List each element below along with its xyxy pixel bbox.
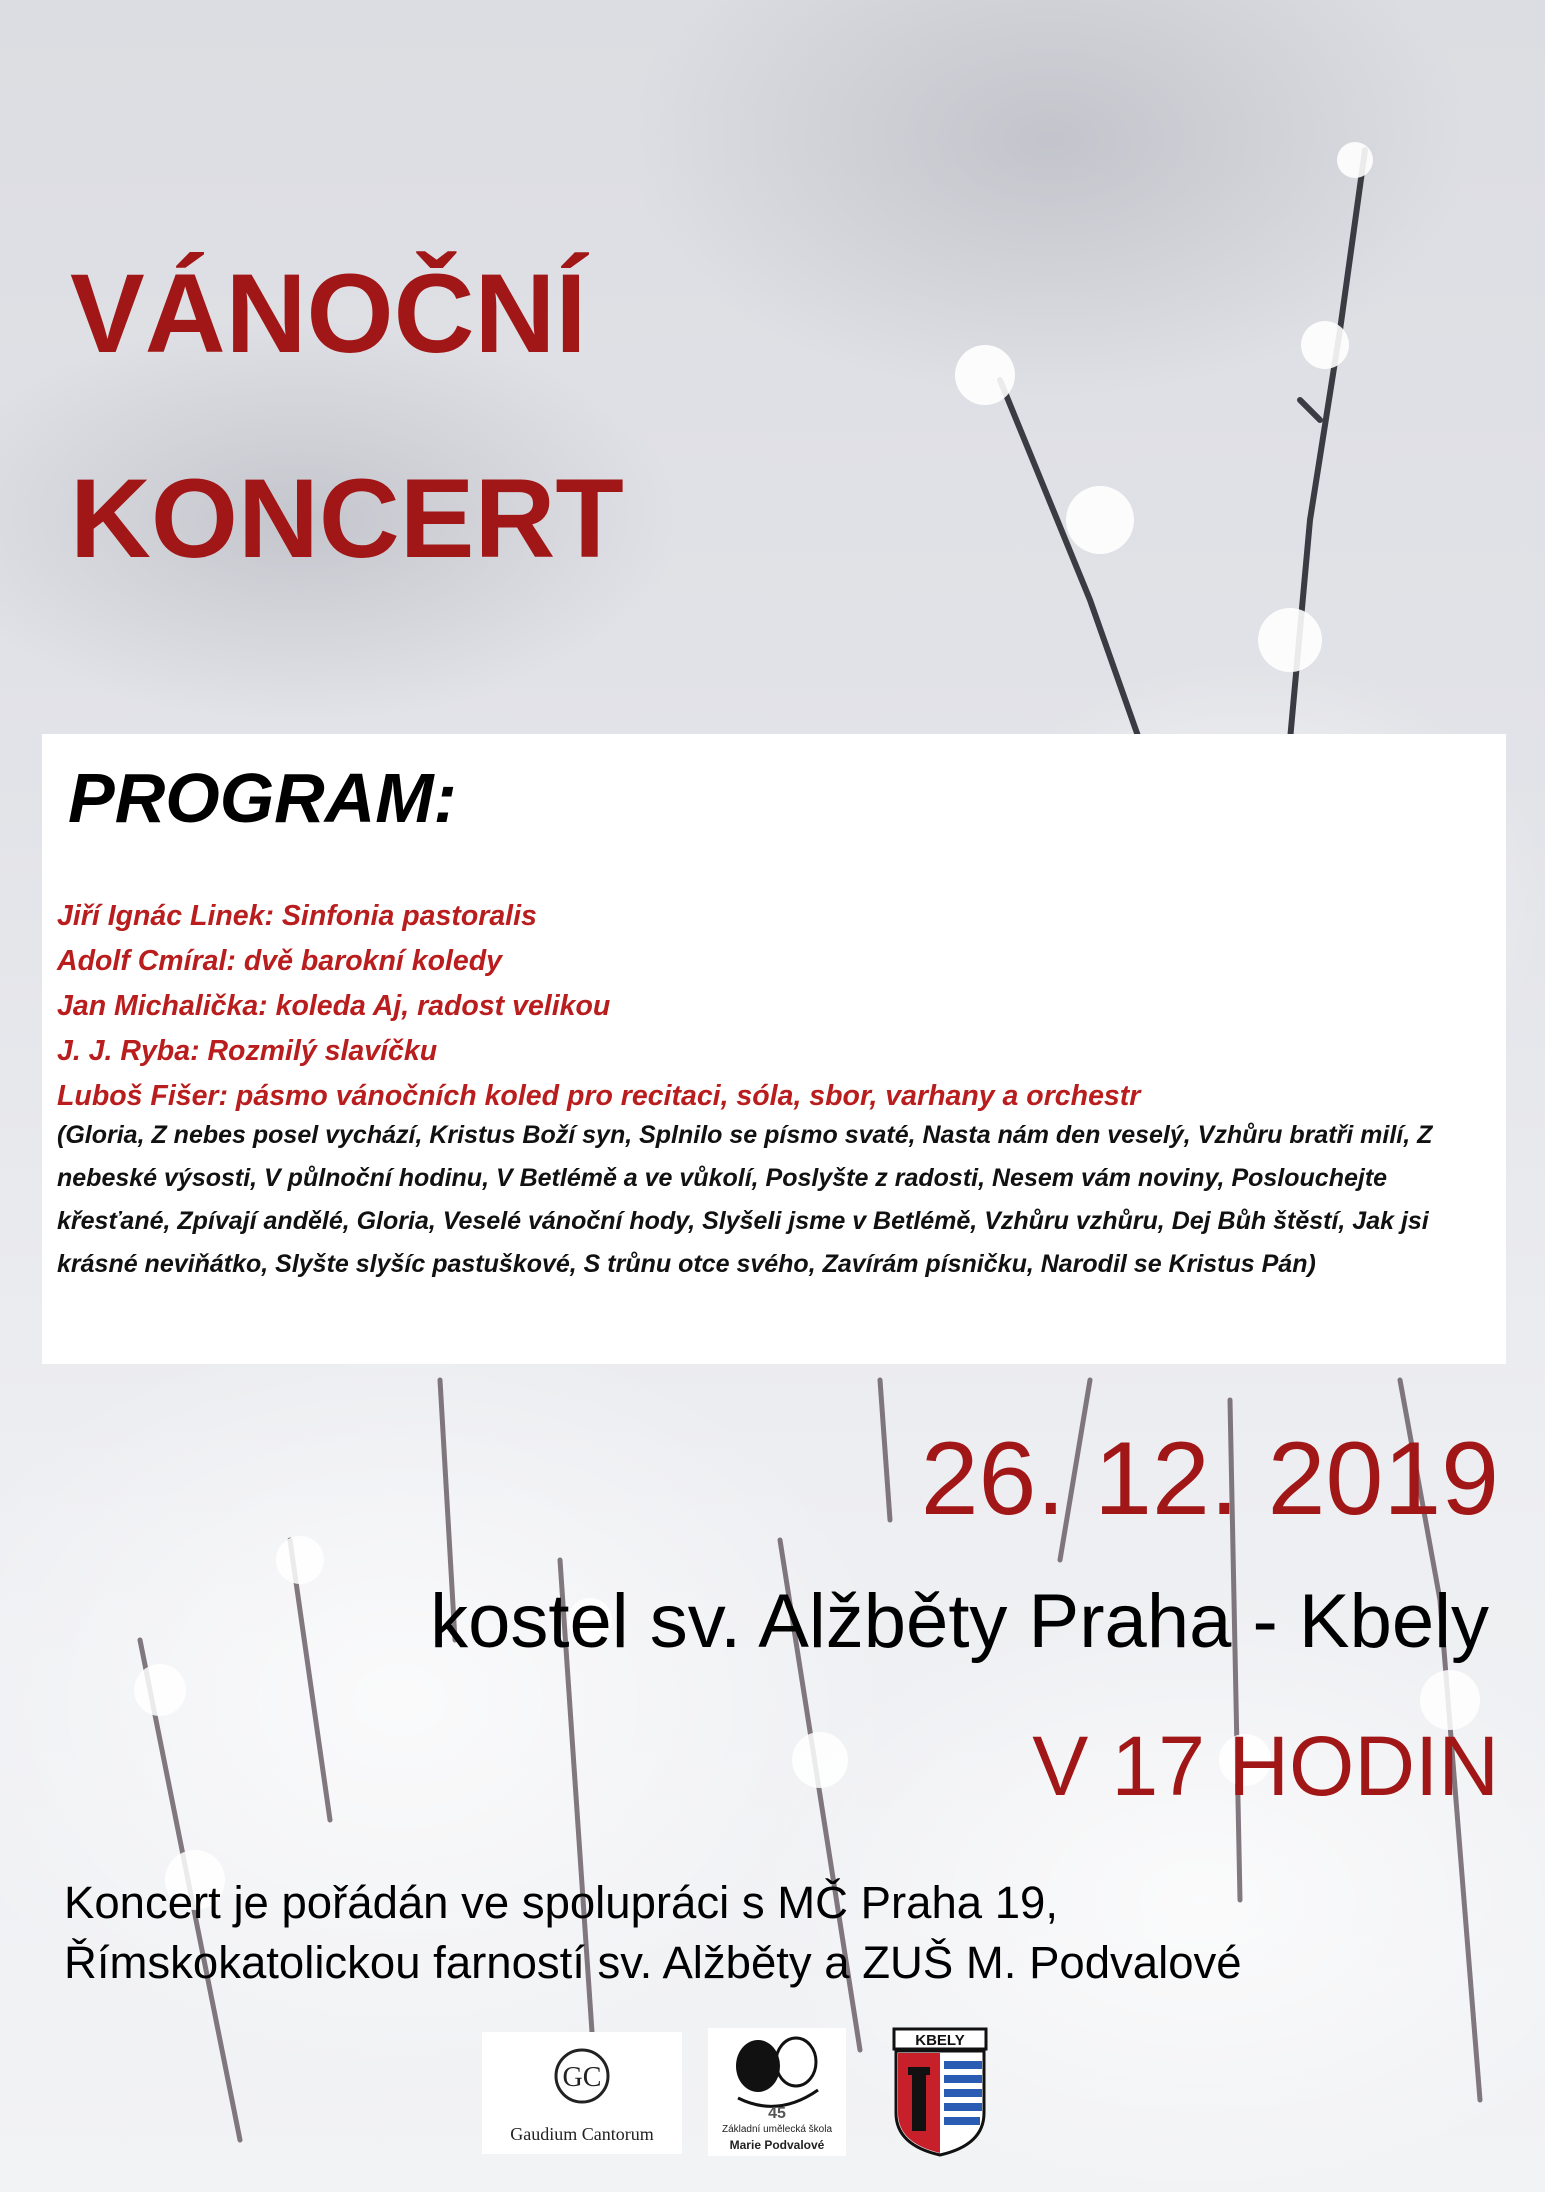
event-time: V 17 HODIN (1032, 1719, 1499, 1813)
program-item: Luboš Fišer: pásmo vánočních koled pro recitaci, sóla, sbor, varhany a orchestr (57, 1080, 1141, 1112)
gaudium-mark: GC (562, 2062, 602, 2093)
title-line-1: VÁNOČNÍ (70, 251, 587, 376)
program-item: Jiří Ignác Linek: Sinfonia pastoralis (57, 900, 537, 932)
zus-caption-line-1: Základní umělecká škola (721, 2124, 833, 2135)
zus-logo (708, 2028, 846, 2156)
program-item: J. J. Ryba: Rozmilý slavíčku (57, 1035, 438, 1067)
program-item: Adolf Cmíral: dvě barokní koledy (57, 945, 503, 977)
zus-masks-icon (708, 2028, 846, 2156)
kbely-coat-of-arms (890, 2027, 990, 2157)
gaudium-caption: Gaudium Cantorum (510, 2124, 654, 2144)
event-date: 26. 12. 2019 (920, 1421, 1499, 1537)
zus-caption-line-2: Marie Podvalové (729, 2138, 825, 2152)
event-venue: kostel sv. Alžběty Praha - Kbely (430, 1579, 1489, 1664)
kbely-shield-icon (890, 2027, 990, 2157)
song-list: (Gloria, Z nebes posel vychází, Kristus Boží syn, Splnilo se písmo svaté, Nasta nám den veselý, Vzhůru bratři milí, Z nebeské výsosti, V půlnoční hodinu, V Betlémě a ve vůkolí, Poslyšte z radosti, Nesem vám noviny, Poslouchejte křesťané, Zpívají andělé, Gloria, Veselé vánoční hody, Slyšeli jsme v Betlémě, Vzhůru vzhůru, Dej Bůh štěstí, Jak jsi krásné neviňátko, Slyšte slyšíc pastuškové, S trůnu otce svého, Zavírám písničku, Narodil se Kristus Pán) (57, 1121, 1433, 1278)
gaudium-cantorum-logo (482, 2032, 682, 2154)
program-list (57, 894, 1140, 1119)
kbely-label: KBELY (915, 2032, 965, 2049)
zus-number: 45 (768, 2105, 786, 2122)
program-panel (42, 734, 1506, 1364)
program-item: Jan Michalička: koleda Aj, radost velikou (57, 990, 611, 1022)
organizers-note (64, 1873, 1242, 1993)
title-line-2: KONCERT (70, 456, 624, 581)
program-heading: PROGRAM: (68, 759, 457, 837)
organizers-line-2: Římskokatolickou farností sv. Alžběty a ZUŠ M. Podvalové (64, 1937, 1242, 1988)
organizers-line-1: Koncert je pořádán ve spolupráci s MČ Praha 19, (64, 1877, 1058, 1928)
